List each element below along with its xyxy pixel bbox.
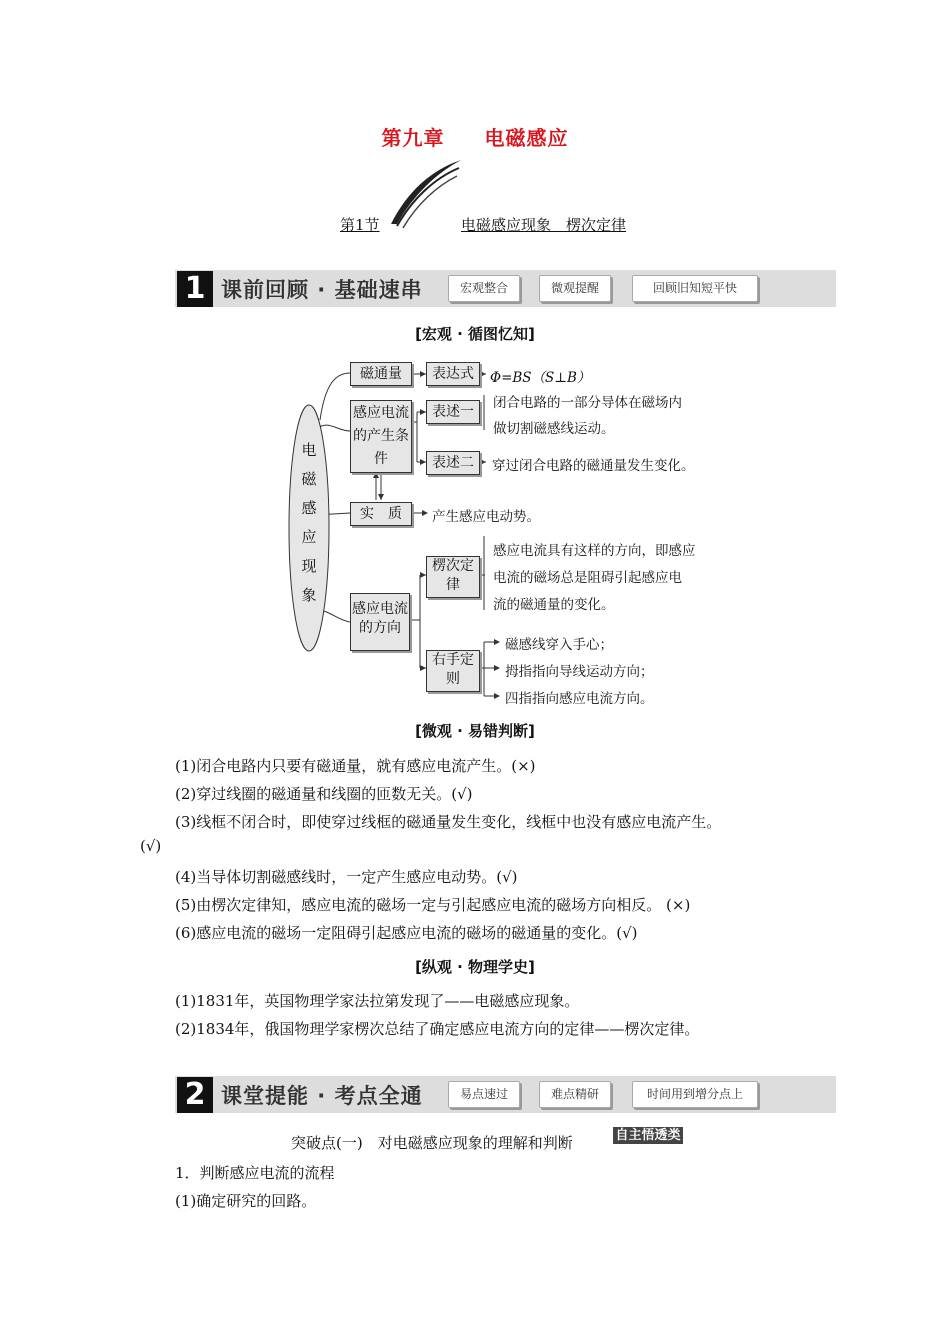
node-right-hand: 右手定则 (426, 650, 480, 692)
step-1: (1)确定研究的回路。 (175, 1192, 317, 1210)
part1-tab-macro[interactable]: 宏观整合 (448, 275, 520, 302)
part2-tab-score[interactable]: 时间用到增分点上 (632, 1081, 758, 1108)
flux-formula: Φ=BS（S⊥B） (490, 370, 591, 386)
breakthrough-tag: 自主悟透类 (613, 1127, 683, 1144)
node-expression: 表达式 (426, 362, 480, 386)
part1-tab-review[interactable]: 回顾旧知短平快 (632, 275, 758, 302)
part2-tab-easy[interactable]: 易点速过 (448, 1081, 520, 1108)
node-condition: 感应电流的产生条件 (350, 400, 412, 473)
right-hand-3: 四指指向感应电流方向。 (505, 691, 654, 707)
section-label: 第1节 (340, 216, 380, 234)
section-title: 电磁感应现象 楞次定律 (461, 216, 627, 234)
lenz-text-1: 感应电流具有这样的方向，即感应 (493, 543, 696, 559)
part1-title: 课前回顾 · 基础速串 (221, 278, 423, 302)
lenz-text-2: 电流的磁场总是阻碍引起感应电 (493, 570, 682, 586)
part2-number: 2 (177, 1077, 213, 1113)
micro-item-6: (6)感应电流的磁场一定阻碍引起感应电流的磁场的磁通量的变化。(√) (175, 924, 638, 942)
essence-text: 产生感应电动势。 (432, 509, 540, 525)
part2-banner (175, 1076, 836, 1113)
history-heading: [纵观 · 物理学史] (415, 958, 535, 976)
node-flux: 磁通量 (350, 362, 412, 386)
part2-tab-hard[interactable]: 难点精研 (539, 1081, 611, 1108)
micro-item-3: (3)线框不闭合时，即使穿过线框的磁通量发生变化，线框中也没有感应电流产生。 (175, 813, 722, 831)
desc1-text-1: 闭合电路的一部分导体在磁场内 (493, 395, 682, 411)
node-lenz: 楞次定律 (426, 556, 480, 598)
history-item-2: (2)1834年，俄国物理学家楞次总结了确定感应电流方向的定律——楞次定律。 (175, 1020, 700, 1038)
lenz-text-3: 流的磁通量的变化。 (493, 597, 615, 613)
history-item-1: (1)1831年，英国物理学家法拉第发现了——电磁感应现象。 (175, 992, 580, 1010)
micro-item-1: (1)闭合电路内只要有磁通量，就有感应电流产生。(×) (175, 757, 536, 775)
macro-heading: [宏观 · 循图忆知] (415, 325, 535, 343)
part1-number: 1 (177, 271, 213, 307)
node-essence: 实 质 (350, 502, 412, 526)
chapter-name: 电磁感应 (484, 126, 569, 150)
desc2-text: 穿过闭合电路的磁通量发生变化。 (492, 458, 695, 474)
right-hand-1: 磁感线穿入手心； (505, 637, 613, 653)
right-hand-2: 拇指指向导线运动方向； (505, 664, 654, 680)
step-heading: 1．判断感应电流的流程 (175, 1164, 335, 1182)
part2-title: 课堂提能 · 考点全通 (221, 1084, 423, 1108)
micro-item-4: (4)当导体切割磁感线时，一定产生感应电动势。(√) (175, 868, 518, 886)
micro-item-3-end: (√) (140, 837, 162, 855)
micro-item-5: (5)由楞次定律知，感应电流的磁场一定与引起感应电流的磁场方向相反。 (×) (175, 896, 691, 914)
node-desc2: 表述二 (426, 451, 480, 475)
breakthrough-title: 突破点(一) 对电磁感应现象的理解和判断 (291, 1134, 573, 1152)
part1-tab-micro[interactable]: 微观提醒 (539, 275, 611, 302)
micro-heading: [微观 · 易错判断] (415, 722, 535, 740)
chapter-label: 第九章 (381, 126, 445, 150)
node-desc1: 表述一 (426, 400, 480, 424)
desc1-text-2: 做切割磁感线运动。 (493, 421, 615, 437)
node-direction: 感应电流的方向 (350, 593, 410, 651)
root-node: 电磁感应现象 (301, 441, 317, 604)
micro-item-2: (2)穿过线圈的磁通量和线圈的匝数无关。(√) (175, 785, 473, 803)
